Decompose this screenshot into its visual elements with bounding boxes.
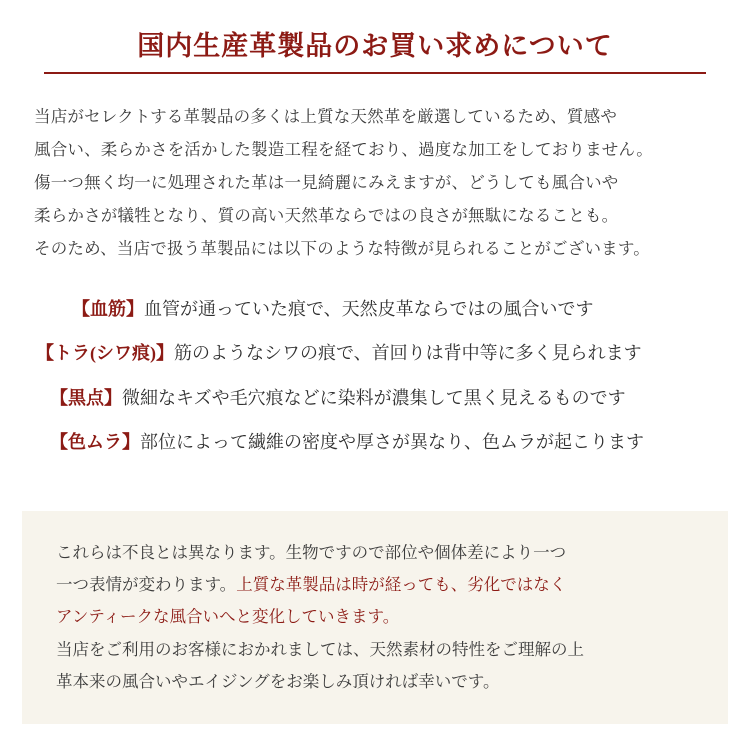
note-line-4: 当店をご利用のお客様におかれましては、天然素材の特性をご理解の上 [56, 639, 584, 659]
feature-description: 筋のようなシワの痕で、首回りは背中等に多く見られます [174, 343, 642, 364]
note-line-2-emphasis: 上質な革製品は時が経っても、劣化ではなく [236, 575, 567, 595]
page-title: 国内生産革製品のお買い求めについて [137, 31, 613, 61]
feature-item-kokuten [26, 376, 724, 420]
feature-tag: 【トラ(シワ痕)】 [36, 343, 174, 364]
feature-description: 微細なキズや毛穴痕などに染料が濃集して黒く見えるものです [122, 387, 626, 408]
note-line-2-plain: 一つ表情が変わります。 [56, 575, 237, 595]
intro-line-2: 風合い、柔らかさを活かした製造工程を経ており、過度な加工をしておりません。 [34, 140, 653, 160]
intro-line-3: 傷一つ無く均一に処理された革は一見綺麗にみえますが、どうしても風合いや [34, 173, 619, 193]
feature-tag: 【血筋】 [72, 299, 144, 320]
note-line-2 [56, 569, 698, 601]
intro-line-5: そのため、当店で扱う革製品には以下のような特徴が見られることがございます。 [34, 239, 650, 259]
intro-paragraph [0, 74, 750, 265]
note-line-5: 革本来の風合いやエイジングをお楽しみ頂ければ幸いです。 [56, 671, 500, 691]
intro-line-4: 柔らかさが犠牲となり、質の高い天然革ならではの良さが無駄になることも。 [34, 206, 619, 226]
feature-list [0, 265, 750, 463]
intro-line-1: 当店がセレクトする革製品の多くは上質な天然革を厳選しているため、質感や [34, 107, 618, 127]
title-section [0, 0, 750, 74]
feature-description: 血管が通っていた痕で、天然皮革ならではの風合いです [144, 299, 594, 320]
feature-item-iromura [26, 420, 724, 464]
closing-note-box [22, 511, 728, 724]
feature-tag: 【黒点】 [50, 387, 122, 408]
feature-item-chisuji [26, 287, 724, 331]
feature-description: 部位によって繊維の密度や厚さが異なり、色ムラが起こります [140, 431, 644, 452]
note-line-1: これらは不良とは異なります。生物ですので部位や個体差により一つ [56, 543, 567, 563]
feature-tag: 【色ムラ】 [50, 431, 140, 452]
note-line-3-emphasis: アンティークな風合いへと変化していきます。 [56, 607, 400, 627]
feature-item-tora [26, 331, 724, 375]
